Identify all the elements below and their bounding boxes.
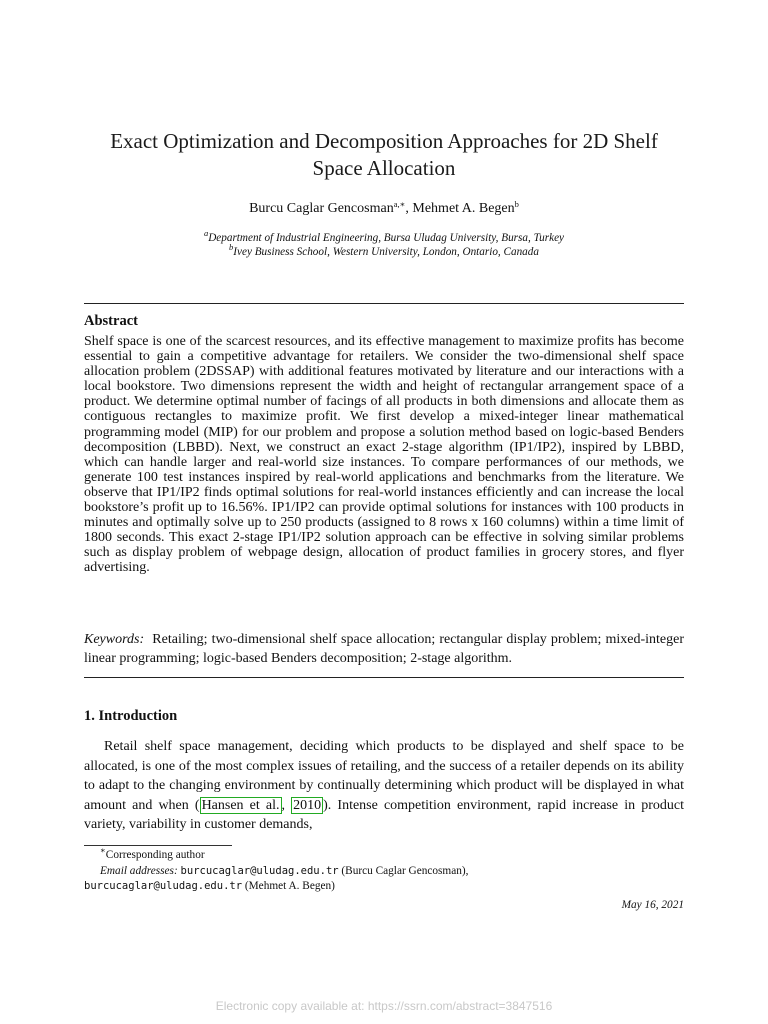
affiliation-text: Ivey Business School, Western University, London, Ontario, Canada [233,246,539,258]
email-link[interactable]: burcucaglar@uludag.edu.tr [180,864,339,877]
paper-date: May 16, 2021 [621,899,684,911]
intro-text: Retail shelf space management, deciding which products to be displayed and shelf space to be allocated, is one of the most complex issues of retailing, and the success of a retailer depends on its ability to adapt to the changing environment by continually determining which product will be displayed in what amount and when ( [84,739,684,813]
author-superscript: b [514,199,519,209]
footnotes [84,845,684,895]
affiliation [84,242,684,259]
intro-text: ). Intense competition environment, rapid increase in product variety, variability in customer demands, [84,797,684,833]
keywords-label: Keywords: [84,632,145,647]
footnote-corresponding [84,845,684,864]
abstract-text: Shelf space is one of the scarcest resources, and its effective management to maximize profits has become essential to gain a competitive advantage for retailers. We consider the two-dimensional shelf space allocation problem (2DSSAP) with additional features motivated by literature and our interactions with a local bookstore. Two dimensions represent the width and height of rectangular arrangement space of a product. We determine optimal number of facings of all products in both dimensions and allocate them as contiguous rectangles to maximize profit. We first develop a mixed-integer linear mathematical programming model (MIP) for our problem and propose a solution method based on logic-based Benders decomposition (LBBD). Next, we construct an exact 2-stage algorithm (IP1/IP2), inspired by LBBD, which can handle larger and real-world size instances. To compare performances of our methods, we generate 100 test instances inspired by real-world applications and benchmarks from the literature. We observe that IP1/IP2 finds optimal solutions for real-world instances efficiently and can increase the local bookstore’s profit up to 16.56%. IP1/IP2 can provide optimal solutions for instances with 100 products in minutes and optimally solve up to 250 products (assigned to 8 rows x 160 columns) within a time limit of 1800 seconds. This exact 2-stage IP1/IP2 solution approach can be effective in solving similar problems such as display problem of webpage design, allocation of product families in grocery stores, and flyer advertising. [84,334,684,576]
ssrn-watermark[interactable]: Electronic copy available at: https://ssrn.com/abstract=3847516 [215,999,553,1013]
keywords-text: Retailing; two-dimensional shelf space allocation; rectangular display problem; mixed-integer linear programming; logic-based Benders decomposition; 2-stage algorithm. [84,632,684,666]
email-owner: (Burcu Caglar Gencosman), [338,864,469,877]
introduction-paragraph: Retail shelf space management, deciding which products to be displayed and shelf space to be allocated, is one of the most complex issues of retailing, and the success of a retailer depends on its ability to adapt to the changing environment by continually determining which product will be displayed in what amount and when ( Hansen et al. , 2010 ). Intense competition environment, rapid increase in product variety, variability in customer demands, [84,739,684,833]
citation-link[interactable]: 2010 [293,797,322,813]
email-link[interactable]: burcucaglar@uludag.edu.tr [84,880,243,892]
footnote-rule [84,845,232,846]
section-heading-introduction: 1. Introduction [84,708,178,724]
affiliation-mark: a [203,228,209,238]
email-owner: (Mehmet A. Begen) [242,880,335,892]
affiliation-mark: b [229,242,234,252]
author-name: Burcu Caglar Gencosman [249,201,394,216]
footnote-emails-cont [84,879,684,895]
author-name: Mehmet A. Begen [412,201,515,216]
citation-link[interactable]: Hansen et al. [201,797,280,813]
paper-title: Exact Optimization and Decomposition Approaches for 2D Shelf Space Allocation [110,129,658,180]
footnote-emails [84,864,684,880]
author-superscript: a,∗ [393,199,406,209]
abstract-top-rule [84,303,684,304]
abstract-bottom-rule [84,677,684,678]
affiliation-text: Department of Industrial Engineering, Bursa Uludag University, Bursa, Turkey [208,232,565,244]
author-line [84,199,684,219]
footnote-mark: ∗ [100,845,106,855]
abstract-heading: Abstract [84,313,138,329]
footnote-text: Corresponding author [105,849,205,861]
affiliations [84,228,684,259]
keywords [84,630,684,668]
email-label: Email addresses: [100,864,178,877]
affiliation [84,228,684,245]
author-separator: , [405,201,413,216]
